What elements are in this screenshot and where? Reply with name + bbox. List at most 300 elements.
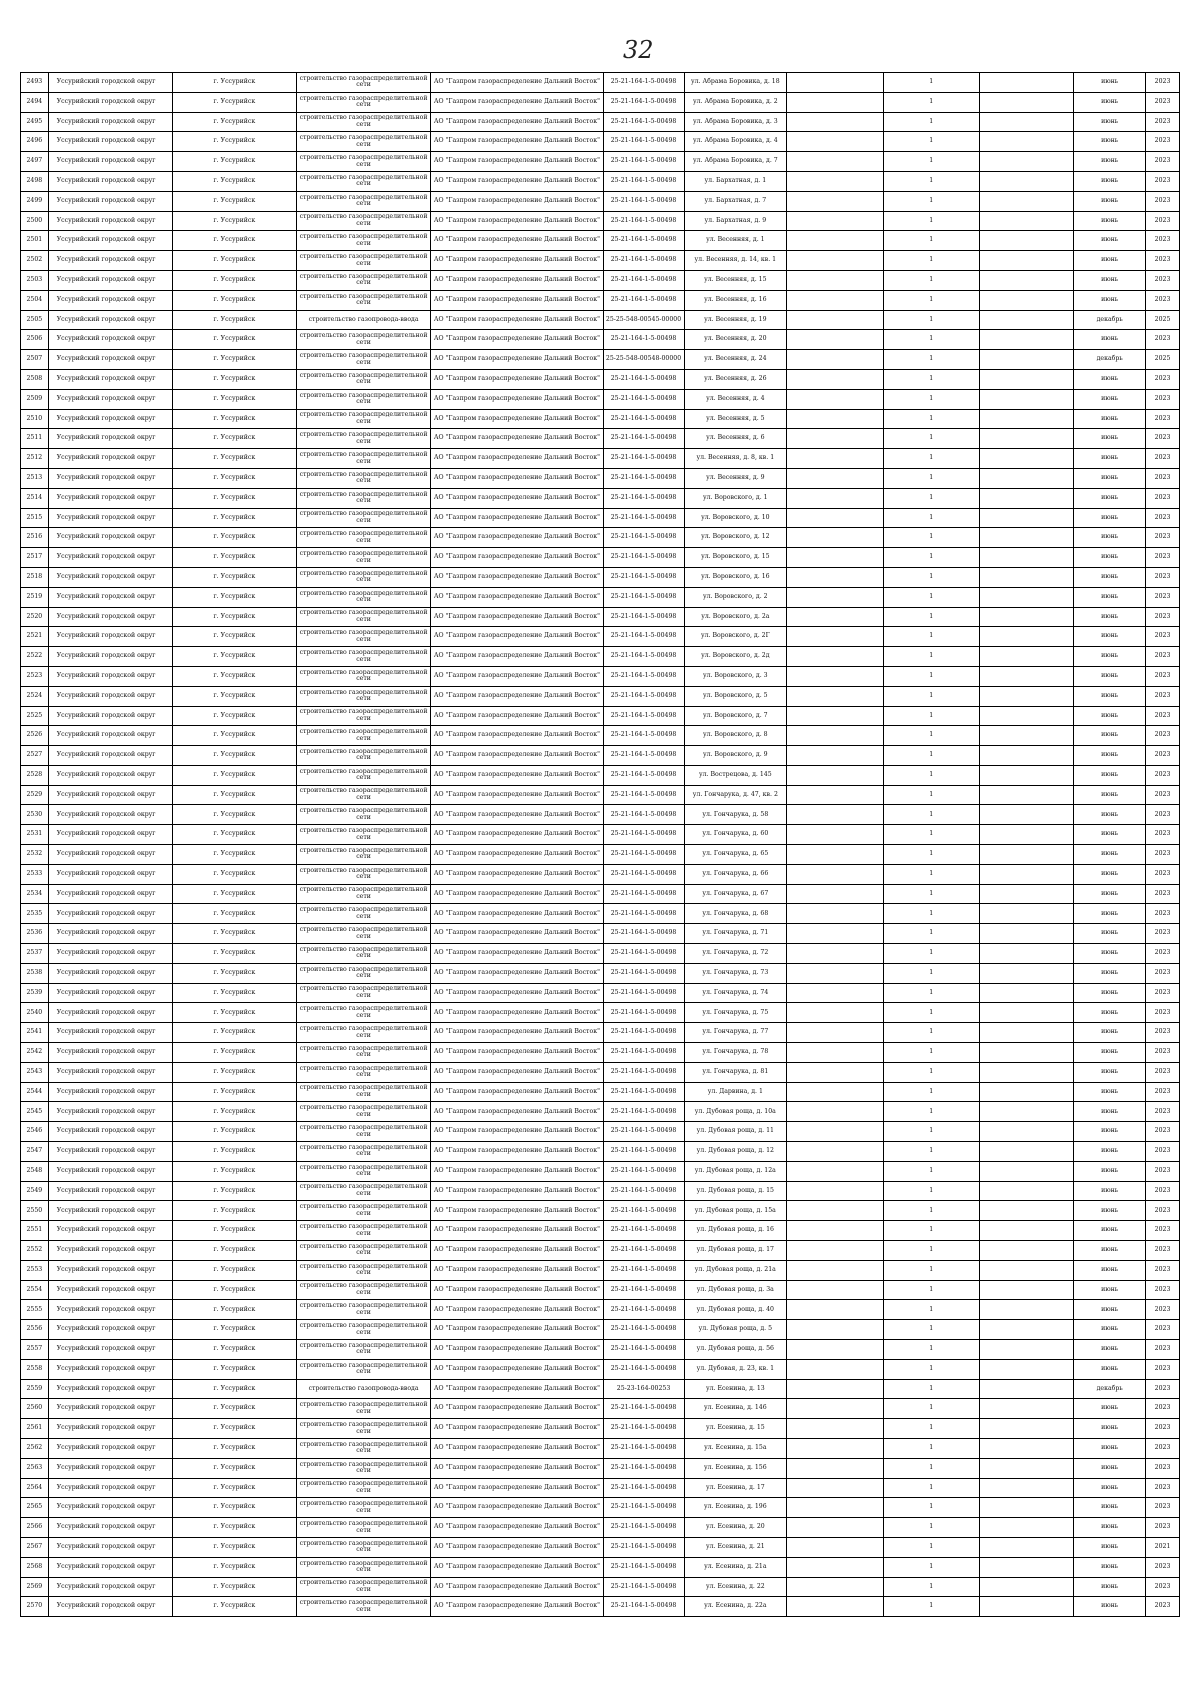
organization-cell: АО "Газпром газораспределение Дальний Восток" xyxy=(431,805,603,825)
city-cell: г. Уссурийск xyxy=(172,1537,296,1557)
address-cell: ул. Дубовая роща, д. 17 xyxy=(684,1241,787,1261)
month-cell: июнь xyxy=(1074,627,1146,647)
year-cell: 2023 xyxy=(1146,369,1180,389)
quantity-cell: 1 xyxy=(883,1478,979,1498)
work-type-cell: строительство газораспределительной сети xyxy=(296,171,430,191)
row-number: 2539 xyxy=(21,983,49,1003)
quantity-cell: 1 xyxy=(883,1181,979,1201)
table-row xyxy=(21,251,1180,271)
organization-cell: АО "Газпром газораспределение Дальний Восток" xyxy=(431,152,603,172)
district-cell: Уссурийский городской округ xyxy=(48,251,172,271)
organization-cell: АО "Газпром газораспределение Дальний Восток" xyxy=(431,1082,603,1102)
year-cell: 2023 xyxy=(1146,944,1180,964)
work-type-cell: строительство газораспределительной сети xyxy=(296,528,430,548)
work-type-cell: строительство газораспределительной сети xyxy=(296,845,430,865)
object-code-cell: 25-21-164-1-5-00498 xyxy=(603,449,684,469)
empty-cell xyxy=(787,1518,883,1538)
year-cell: 2023 xyxy=(1146,805,1180,825)
work-type-cell: строительство газораспределительной сети xyxy=(296,864,430,884)
empty-cell xyxy=(979,1498,1073,1518)
row-number: 2497 xyxy=(21,152,49,172)
address-cell: ул. Гончарука, д. 75 xyxy=(684,1003,787,1023)
work-type-cell: строительство газораспределительной сети xyxy=(296,132,430,152)
empty-cell xyxy=(979,1419,1073,1439)
quantity-cell: 1 xyxy=(883,1577,979,1597)
year-cell: 2023 xyxy=(1146,449,1180,469)
city-cell: г. Уссурийск xyxy=(172,1102,296,1122)
month-cell: июнь xyxy=(1074,1161,1146,1181)
work-type-cell: строительство газораспределительной сети xyxy=(296,1399,430,1419)
city-cell: г. Уссурийск xyxy=(172,765,296,785)
work-type-cell: строительство газораспределительной сети xyxy=(296,1023,430,1043)
row-number: 2509 xyxy=(21,389,49,409)
empty-cell xyxy=(787,1221,883,1241)
month-cell: июнь xyxy=(1074,1498,1146,1518)
city-cell: г. Уссурийск xyxy=(172,1340,296,1360)
table-row xyxy=(21,1399,1180,1419)
organization-cell: АО "Газпром газораспределение Дальний Восток" xyxy=(431,92,603,112)
empty-cell xyxy=(979,310,1073,330)
object-code-cell: 25-21-164-1-5-00498 xyxy=(603,1181,684,1201)
year-cell: 2023 xyxy=(1146,112,1180,132)
empty-cell xyxy=(787,765,883,785)
district-cell: Уссурийский городской округ xyxy=(48,983,172,1003)
city-cell: г. Уссурийск xyxy=(172,152,296,172)
address-cell: ул. Бархатная, д. 7 xyxy=(684,191,787,211)
empty-cell xyxy=(787,211,883,231)
work-type-cell: строительство газораспределительной сети xyxy=(296,191,430,211)
empty-cell xyxy=(979,1379,1073,1399)
organization-cell: АО "Газпром газораспределение Дальний Восток" xyxy=(431,132,603,152)
work-type-cell: строительство газораспределительной сети xyxy=(296,548,430,568)
row-number: 2500 xyxy=(21,211,49,231)
quantity-cell: 1 xyxy=(883,1458,979,1478)
work-type-cell: строительство газораспределительной сети xyxy=(296,1498,430,1518)
empty-cell xyxy=(979,686,1073,706)
district-cell: Уссурийский городской округ xyxy=(48,92,172,112)
address-cell: ул. Есенина, д. 21а xyxy=(684,1557,787,1577)
address-cell: ул. Воровского, д. 3 xyxy=(684,666,787,686)
quantity-cell: 1 xyxy=(883,726,979,746)
object-code-cell: 25-21-164-1-5-00498 xyxy=(603,1498,684,1518)
quantity-cell: 1 xyxy=(883,1201,979,1221)
address-cell: ул. Есенина, д. 156 xyxy=(684,1458,787,1478)
row-number: 2501 xyxy=(21,231,49,251)
district-cell: Уссурийский городской округ xyxy=(48,290,172,310)
city-cell: г. Уссурийск xyxy=(172,1359,296,1379)
work-type-cell: строительство газораспределительной сети xyxy=(296,1241,430,1261)
object-code-cell: 25-21-164-1-5-00498 xyxy=(603,785,684,805)
address-cell: ул. Гончарука, д. 72 xyxy=(684,944,787,964)
table-row xyxy=(21,231,1180,251)
address-cell: ул. Воровского, д. 2д xyxy=(684,647,787,667)
address-cell: ул. Дубовая роща, д. 21а xyxy=(684,1260,787,1280)
empty-cell xyxy=(979,330,1073,350)
district-cell: Уссурийский городской округ xyxy=(48,1161,172,1181)
city-cell: г. Уссурийск xyxy=(172,785,296,805)
city-cell: г. Уссурийск xyxy=(172,825,296,845)
table-row xyxy=(21,1280,1180,1300)
month-cell: июнь xyxy=(1074,548,1146,568)
empty-cell xyxy=(979,963,1073,983)
city-cell: г. Уссурийск xyxy=(172,1419,296,1439)
year-cell: 2023 xyxy=(1146,528,1180,548)
month-cell: июнь xyxy=(1074,904,1146,924)
row-number: 2570 xyxy=(21,1597,49,1617)
address-cell: ул. Дубовая роща, д. 56 xyxy=(684,1340,787,1360)
organization-cell: АО "Газпром газораспределение Дальний Восток" xyxy=(431,944,603,964)
table-row xyxy=(21,1300,1180,1320)
object-code-cell: 25-21-164-1-5-00498 xyxy=(603,746,684,766)
object-code-cell: 25-21-164-1-5-00498 xyxy=(603,508,684,528)
city-cell: г. Уссурийск xyxy=(172,845,296,865)
table-row xyxy=(21,290,1180,310)
month-cell: июнь xyxy=(1074,884,1146,904)
organization-cell: АО "Газпром газораспределение Дальний Восток" xyxy=(431,647,603,667)
object-code-cell: 25-21-164-1-5-00498 xyxy=(603,884,684,904)
organization-cell: АО "Газпром газораспределение Дальний Восток" xyxy=(431,587,603,607)
table-row xyxy=(21,666,1180,686)
row-number: 2548 xyxy=(21,1161,49,1181)
row-number: 2522 xyxy=(21,647,49,667)
address-cell: ул. Воровского, д. 2а xyxy=(684,607,787,627)
year-cell: 2023 xyxy=(1146,508,1180,528)
quantity-cell: 1 xyxy=(883,706,979,726)
table-row xyxy=(21,1537,1180,1557)
empty-cell xyxy=(787,1241,883,1261)
organization-cell: АО "Газпром газораспределение Дальний Восток" xyxy=(431,191,603,211)
row-number: 2511 xyxy=(21,429,49,449)
quantity-cell: 1 xyxy=(883,171,979,191)
year-cell: 2023 xyxy=(1146,963,1180,983)
object-code-cell: 25-21-164-1-5-00498 xyxy=(603,251,684,271)
address-cell: ул. Воровского, д. 15 xyxy=(684,548,787,568)
district-cell: Уссурийский городской округ xyxy=(48,1340,172,1360)
empty-cell xyxy=(787,1161,883,1181)
address-cell: ул. Весенняя, д. 6 xyxy=(684,429,787,449)
work-type-cell: строительство газораспределительной сети xyxy=(296,825,430,845)
row-number: 2526 xyxy=(21,726,49,746)
quantity-cell: 1 xyxy=(883,864,979,884)
district-cell: Уссурийский городской округ xyxy=(48,1399,172,1419)
city-cell: г. Уссурийск xyxy=(172,409,296,429)
empty-cell xyxy=(787,310,883,330)
organization-cell: АО "Газпром газораспределение Дальний Восток" xyxy=(431,1419,603,1439)
year-cell: 2021 xyxy=(1146,1537,1180,1557)
object-code-cell: 25-25-548-00548-00000 xyxy=(603,350,684,370)
row-number: 2513 xyxy=(21,468,49,488)
year-cell: 2023 xyxy=(1146,1082,1180,1102)
empty-cell xyxy=(979,1458,1073,1478)
row-number: 2530 xyxy=(21,805,49,825)
work-type-cell: строительство газораспределительной сети xyxy=(296,1102,430,1122)
organization-cell: АО "Газпром газораспределение Дальний Восток" xyxy=(431,1221,603,1241)
city-cell: г. Уссурийск xyxy=(172,1142,296,1162)
month-cell: июнь xyxy=(1074,191,1146,211)
row-number: 2549 xyxy=(21,1181,49,1201)
address-cell: ул. Дубовая роща, д. 12а xyxy=(684,1161,787,1181)
organization-cell: АО "Газпром газораспределение Дальний Восток" xyxy=(431,627,603,647)
table-row xyxy=(21,1557,1180,1577)
year-cell: 2023 xyxy=(1146,904,1180,924)
row-number: 2566 xyxy=(21,1518,49,1538)
work-type-cell: строительство газораспределительной сети xyxy=(296,785,430,805)
empty-cell xyxy=(787,112,883,132)
quantity-cell: 1 xyxy=(883,1082,979,1102)
table-row xyxy=(21,112,1180,132)
year-cell: 2023 xyxy=(1146,1320,1180,1340)
district-cell: Уссурийский городской округ xyxy=(48,468,172,488)
district-cell: Уссурийский городской округ xyxy=(48,944,172,964)
address-cell: ул. Гончарука, д. 78 xyxy=(684,1043,787,1063)
month-cell: июнь xyxy=(1074,1518,1146,1538)
table-row xyxy=(21,350,1180,370)
empty-cell xyxy=(787,627,883,647)
month-cell: декабрь xyxy=(1074,350,1146,370)
empty-cell xyxy=(979,251,1073,271)
row-number: 2520 xyxy=(21,607,49,627)
empty-cell xyxy=(979,1142,1073,1162)
empty-cell xyxy=(787,1597,883,1617)
empty-cell xyxy=(787,488,883,508)
district-cell: Уссурийский городской округ xyxy=(48,1597,172,1617)
object-code-cell: 25-21-164-1-5-00498 xyxy=(603,607,684,627)
district-cell: Уссурийский городской округ xyxy=(48,1577,172,1597)
month-cell: июнь xyxy=(1074,785,1146,805)
month-cell: июнь xyxy=(1074,607,1146,627)
object-code-cell: 25-21-164-1-5-00498 xyxy=(603,1082,684,1102)
empty-cell xyxy=(979,587,1073,607)
object-code-cell: 25-21-164-1-5-00498 xyxy=(603,429,684,449)
month-cell: июнь xyxy=(1074,825,1146,845)
quantity-cell: 1 xyxy=(883,1062,979,1082)
work-type-cell: строительство газораспределительной сети xyxy=(296,429,430,449)
district-cell: Уссурийский городской округ xyxy=(48,132,172,152)
work-type-cell: строительство газораспределительной сети xyxy=(296,369,430,389)
year-cell: 2023 xyxy=(1146,1597,1180,1617)
object-code-cell: 25-21-164-1-5-00498 xyxy=(603,1201,684,1221)
row-number: 2518 xyxy=(21,567,49,587)
row-number: 2516 xyxy=(21,528,49,548)
district-cell: Уссурийский городской округ xyxy=(48,112,172,132)
address-cell: ул. Гончарука, д. 58 xyxy=(684,805,787,825)
quantity-cell: 1 xyxy=(883,1340,979,1360)
row-number: 2531 xyxy=(21,825,49,845)
empty-cell xyxy=(979,132,1073,152)
object-code-cell: 25-21-164-1-5-00498 xyxy=(603,1003,684,1023)
table-row xyxy=(21,1221,1180,1241)
object-code-cell: 25-21-164-1-5-00498 xyxy=(603,92,684,112)
quantity-cell: 1 xyxy=(883,983,979,1003)
table-row xyxy=(21,152,1180,172)
empty-cell xyxy=(979,1300,1073,1320)
work-type-cell: строительство газораспределительной сети xyxy=(296,706,430,726)
work-type-cell: строительство газораспределительной сети xyxy=(296,1557,430,1577)
table-row xyxy=(21,944,1180,964)
table-row xyxy=(21,825,1180,845)
empty-cell xyxy=(787,1458,883,1478)
organization-cell: АО "Газпром газораспределение Дальний Восток" xyxy=(431,528,603,548)
empty-cell xyxy=(787,1340,883,1360)
empty-cell xyxy=(787,270,883,290)
address-cell: ул. Дубовая роща, д. 3а xyxy=(684,1280,787,1300)
row-number: 2562 xyxy=(21,1438,49,1458)
year-cell: 2023 xyxy=(1146,389,1180,409)
quantity-cell: 1 xyxy=(883,924,979,944)
empty-cell xyxy=(979,211,1073,231)
table-row xyxy=(21,765,1180,785)
organization-cell: АО "Газпром газораспределение Дальний Восток" xyxy=(431,290,603,310)
district-cell: Уссурийский городской округ xyxy=(48,647,172,667)
year-cell: 2023 xyxy=(1146,231,1180,251)
address-cell: ул. Дубовая роща, д. 40 xyxy=(684,1300,787,1320)
table-row xyxy=(21,310,1180,330)
table-row xyxy=(21,1458,1180,1478)
address-cell: ул. Воровского, д. 5 xyxy=(684,686,787,706)
table-row xyxy=(21,468,1180,488)
city-cell: г. Уссурийск xyxy=(172,369,296,389)
year-cell: 2023 xyxy=(1146,647,1180,667)
year-cell: 2023 xyxy=(1146,706,1180,726)
work-type-cell: строительство газораспределительной сети xyxy=(296,488,430,508)
row-number: 2537 xyxy=(21,944,49,964)
row-number: 2532 xyxy=(21,845,49,865)
year-cell: 2023 xyxy=(1146,1438,1180,1458)
city-cell: г. Уссурийск xyxy=(172,231,296,251)
year-cell: 2023 xyxy=(1146,1379,1180,1399)
page-number: 32 xyxy=(623,36,654,64)
month-cell: июнь xyxy=(1074,1458,1146,1478)
empty-cell xyxy=(979,785,1073,805)
year-cell: 2023 xyxy=(1146,666,1180,686)
row-number: 2569 xyxy=(21,1577,49,1597)
empty-cell xyxy=(979,1518,1073,1538)
city-cell: г. Уссурийск xyxy=(172,1379,296,1399)
table-row xyxy=(21,1518,1180,1538)
address-cell: ул. Гончарука, д. 81 xyxy=(684,1062,787,1082)
work-type-cell: строительство газораспределительной сети xyxy=(296,647,430,667)
month-cell: июнь xyxy=(1074,112,1146,132)
work-type-cell: строительство газораспределительной сети xyxy=(296,686,430,706)
empty-cell xyxy=(787,825,883,845)
work-type-cell: строительство газораспределительной сети xyxy=(296,944,430,964)
address-cell: ул. Весенняя, д. 20 xyxy=(684,330,787,350)
row-number: 2541 xyxy=(21,1023,49,1043)
empty-cell xyxy=(979,350,1073,370)
organization-cell: АО "Газпром газораспределение Дальний Восток" xyxy=(431,1161,603,1181)
table-row xyxy=(21,389,1180,409)
year-cell: 2023 xyxy=(1146,1359,1180,1379)
work-type-cell: строительство газораспределительной сети xyxy=(296,251,430,271)
district-cell: Уссурийский городской округ xyxy=(48,231,172,251)
table-row xyxy=(21,924,1180,944)
city-cell: г. Уссурийск xyxy=(172,1399,296,1419)
address-cell: ул. Дубовая роща, д. 5 xyxy=(684,1320,787,1340)
city-cell: г. Уссурийск xyxy=(172,1003,296,1023)
empty-cell xyxy=(979,1260,1073,1280)
address-cell: ул. Есенина, д. 17 xyxy=(684,1478,787,1498)
table-row xyxy=(21,1320,1180,1340)
month-cell: июнь xyxy=(1074,171,1146,191)
empty-cell xyxy=(979,409,1073,429)
city-cell: г. Уссурийск xyxy=(172,686,296,706)
row-number: 2565 xyxy=(21,1498,49,1518)
city-cell: г. Уссурийск xyxy=(172,290,296,310)
city-cell: г. Уссурийск xyxy=(172,1597,296,1617)
empty-cell xyxy=(979,1577,1073,1597)
month-cell: июнь xyxy=(1074,528,1146,548)
table-row xyxy=(21,1478,1180,1498)
quantity-cell: 1 xyxy=(883,1260,979,1280)
year-cell: 2023 xyxy=(1146,1498,1180,1518)
work-type-cell: строительство газопровода-ввода xyxy=(296,1379,430,1399)
table-row xyxy=(21,1597,1180,1617)
empty-cell xyxy=(979,1537,1073,1557)
work-type-cell: строительство газораспределительной сети xyxy=(296,963,430,983)
district-cell: Уссурийский городской округ xyxy=(48,785,172,805)
city-cell: г. Уссурийск xyxy=(172,983,296,1003)
object-code-cell: 25-21-164-1-5-00498 xyxy=(603,270,684,290)
object-code-cell: 25-21-164-1-5-00498 xyxy=(603,983,684,1003)
empty-cell xyxy=(787,1003,883,1023)
address-cell: ул. Гончарука, д. 77 xyxy=(684,1023,787,1043)
city-cell: г. Уссурийск xyxy=(172,1458,296,1478)
work-type-cell: строительство газораспределительной сети xyxy=(296,765,430,785)
address-cell: ул. Гончарука, д. 73 xyxy=(684,963,787,983)
quantity-cell: 1 xyxy=(883,647,979,667)
work-type-cell: строительство газораспределительной сети xyxy=(296,92,430,112)
district-cell: Уссурийский городской округ xyxy=(48,310,172,330)
table-row xyxy=(21,726,1180,746)
address-cell: ул. Воровского, д. 9 xyxy=(684,746,787,766)
city-cell: г. Уссурийск xyxy=(172,864,296,884)
quantity-cell: 1 xyxy=(883,112,979,132)
quantity-cell: 1 xyxy=(883,1221,979,1241)
address-cell: ул. Вострецова, д. 145 xyxy=(684,765,787,785)
month-cell: июнь xyxy=(1074,1023,1146,1043)
object-code-cell: 25-21-164-1-5-00498 xyxy=(603,567,684,587)
table-row xyxy=(21,429,1180,449)
row-number: 2512 xyxy=(21,449,49,469)
district-cell: Уссурийский городской округ xyxy=(48,1260,172,1280)
address-cell: ул. Есенина, д. 146 xyxy=(684,1399,787,1419)
empty-cell xyxy=(787,666,883,686)
organization-cell: АО "Газпром газораспределение Дальний Восток" xyxy=(431,963,603,983)
year-cell: 2025 xyxy=(1146,310,1180,330)
work-type-cell: строительство газораспределительной сети xyxy=(296,904,430,924)
work-type-cell: строительство газораспределительной сети xyxy=(296,1320,430,1340)
row-number: 2547 xyxy=(21,1142,49,1162)
table-row xyxy=(21,983,1180,1003)
object-code-cell: 25-21-164-1-5-00498 xyxy=(603,1241,684,1261)
empty-cell xyxy=(787,1201,883,1221)
month-cell: июнь xyxy=(1074,686,1146,706)
district-cell: Уссурийский городской округ xyxy=(48,488,172,508)
organization-cell: АО "Газпром газораспределение Дальний Восток" xyxy=(431,1498,603,1518)
empty-cell xyxy=(787,647,883,667)
table-row xyxy=(21,1260,1180,1280)
month-cell: июнь xyxy=(1074,1537,1146,1557)
address-cell: ул. Воровского, д. 8 xyxy=(684,726,787,746)
table-row xyxy=(21,686,1180,706)
month-cell: июнь xyxy=(1074,488,1146,508)
address-cell: ул. Воровского, д. 1 xyxy=(684,488,787,508)
month-cell: июнь xyxy=(1074,1419,1146,1439)
table-row xyxy=(21,884,1180,904)
empty-cell xyxy=(787,706,883,726)
city-cell: г. Уссурийск xyxy=(172,211,296,231)
object-code-cell: 25-21-164-1-5-00498 xyxy=(603,1597,684,1617)
